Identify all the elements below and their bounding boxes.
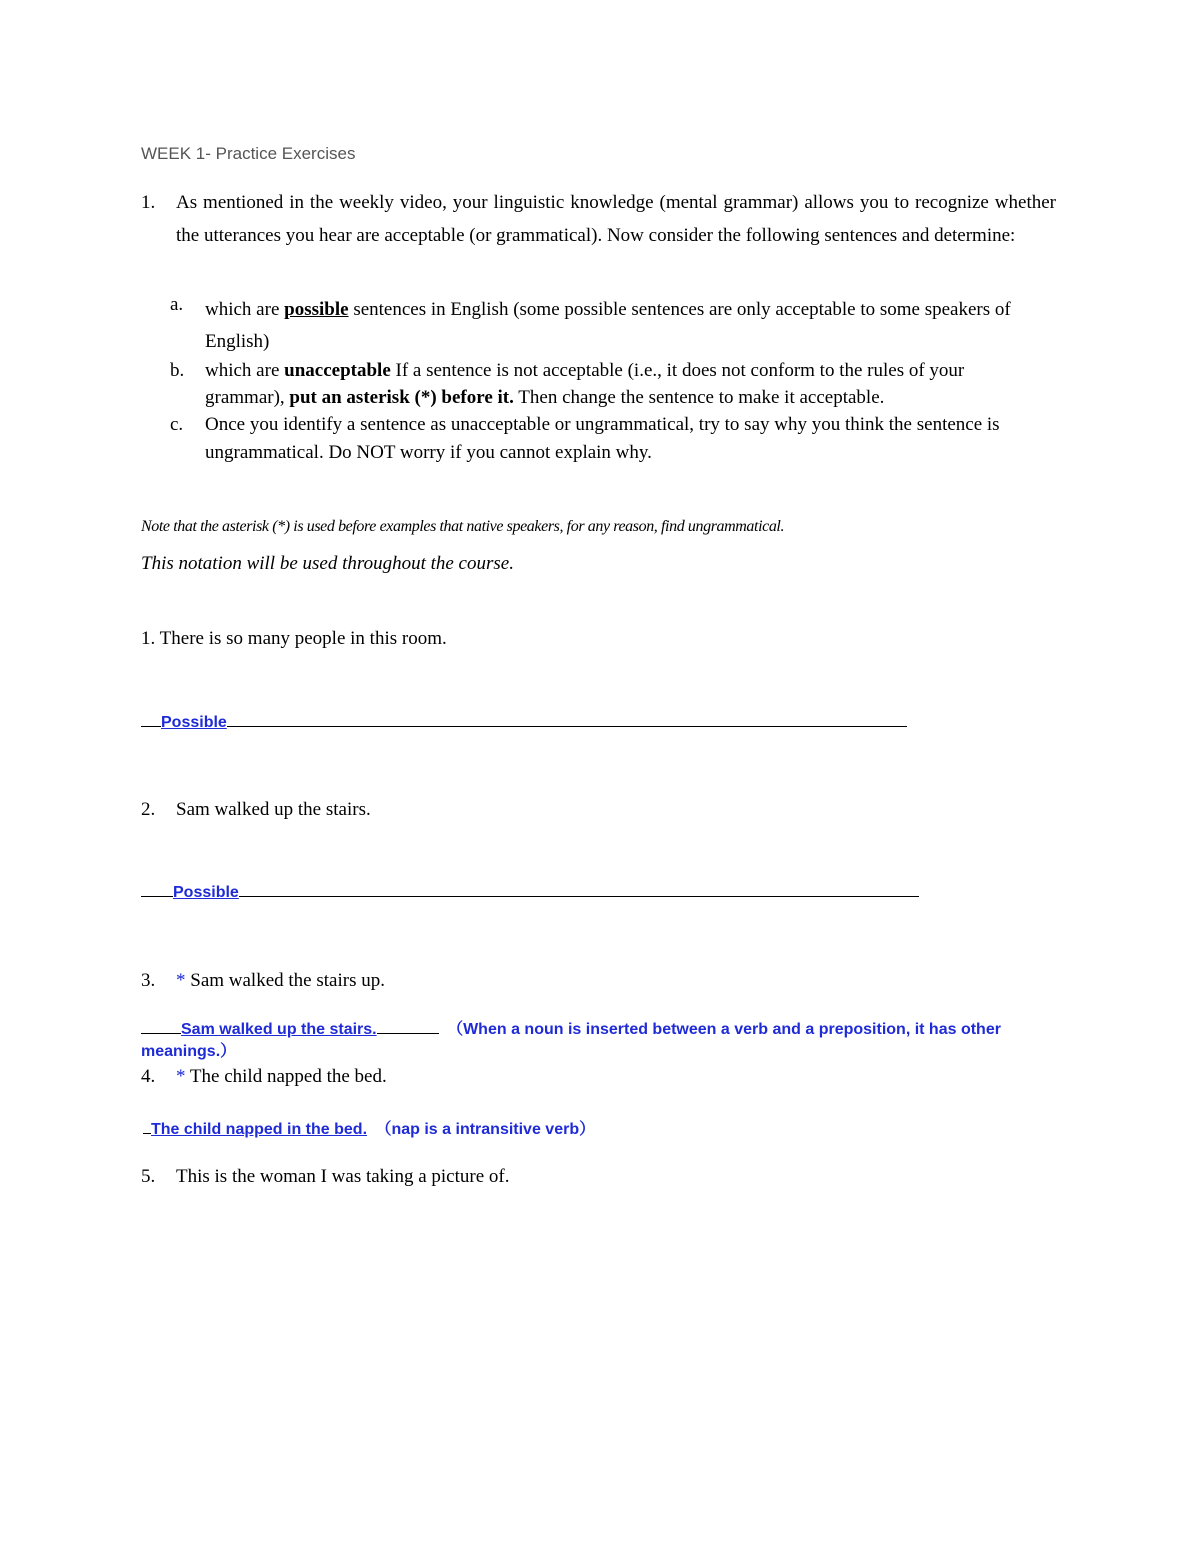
exercise-4-asterisk: * — [176, 1066, 186, 1087]
blank-underline — [227, 712, 907, 727]
exercise-2-answer: Possible — [173, 884, 239, 901]
exercise-3-comment: （When a noun is inserted between a verb and a preposition, it has other meanings.） — [141, 1021, 1001, 1060]
exercise-1-number: 1. — [141, 628, 156, 649]
exercise-2-answer-line[interactable] — [141, 882, 919, 904]
intro-paragraph: As mentioned in the weekly video, your linguistic knowledge (mental grammar) allows you to recognize whether the utterances you hear are acceptable (or grammatical). Now consider the following sentences and determine: — [176, 192, 1056, 246]
blank-underline — [141, 712, 161, 727]
subitem-b-label: b. — [170, 360, 185, 381]
exercise-4-answer-line[interactable] — [143, 1119, 595, 1141]
exercise-3-sentence: Sam walked the stairs up. — [190, 970, 385, 991]
exercise-2-number: 2. — [141, 799, 156, 820]
exercise-4-comment: （nap is a intransitive verb） — [375, 1121, 596, 1138]
exercise-5-sentence: This is the woman I was taking a picture of. — [176, 1166, 510, 1187]
subitem-a-pre: which are — [205, 299, 285, 320]
subitem-b-instruction: put an asterisk (*) before it. — [289, 387, 514, 408]
subitem-a — [205, 294, 1045, 358]
exercise-2-sentence: Sam walked up the stairs. — [176, 799, 371, 820]
note-notation: This notation will be used throughout the course. — [141, 553, 514, 574]
subitem-a-label: a. — [170, 294, 184, 315]
exercise-5 — [141, 1164, 509, 1190]
blank-underline — [239, 882, 919, 897]
exercise-1-sentence: There is so many people in this room. — [159, 628, 447, 649]
exercise-4-answer: The child napped in the bed. — [151, 1121, 368, 1138]
intro-number: 1. — [141, 192, 156, 213]
blank-underline — [377, 1019, 439, 1034]
exercise-3-answer: Sam walked up the stairs. — [181, 1021, 377, 1038]
subitem-c-label: c. — [170, 414, 184, 435]
exercise-3-answer-line[interactable] — [141, 1019, 1051, 1063]
exercise-5-number: 5. — [141, 1166, 156, 1187]
blank-underline — [141, 1019, 181, 1034]
page-title: WEEK 1- Practice Exercises — [141, 144, 356, 163]
subitem-b-post: Then change the sentence to make it acceptable. — [513, 387, 885, 408]
subitem-c: Once you identify a sentence as unacceptable or ungrammatical, try to say why you think the sentence is ungrammatical. Do NOT worry if you cannot explain why. — [205, 414, 1000, 463]
exercise-1 — [141, 626, 447, 652]
subitem-a-post: sentences in English (some possible sentences are only acceptable to some speakers of English) — [205, 299, 1011, 352]
exercise-3 — [141, 968, 385, 994]
exercise-3-asterisk: * — [176, 970, 186, 991]
subitem-b-keyword: unacceptable — [284, 360, 391, 381]
blank-underline — [143, 1119, 151, 1134]
blank-underline — [141, 882, 173, 897]
note-asterisk: Note that the asterisk (*) is used before examples that native speakers, for any reason, find ungrammatical. — [141, 518, 785, 535]
subitem-b — [205, 357, 1045, 411]
subitem-b-mid: If a sentence is not acceptable (i.e., it does not conform to the rules of your grammar), — [205, 360, 965, 408]
subitem-b-pre: which are — [205, 360, 285, 381]
subitem-a-keyword: possible — [284, 299, 349, 320]
exercise-1-answer-line[interactable] — [141, 712, 907, 734]
exercise-4-number: 4. — [141, 1066, 156, 1087]
exercise-3-number: 3. — [141, 970, 156, 991]
exercise-4-sentence: The child napped the bed. — [189, 1066, 387, 1087]
exercise-2 — [141, 797, 371, 823]
exercise-4 — [141, 1064, 387, 1090]
exercise-1-answer: Possible — [161, 714, 227, 731]
